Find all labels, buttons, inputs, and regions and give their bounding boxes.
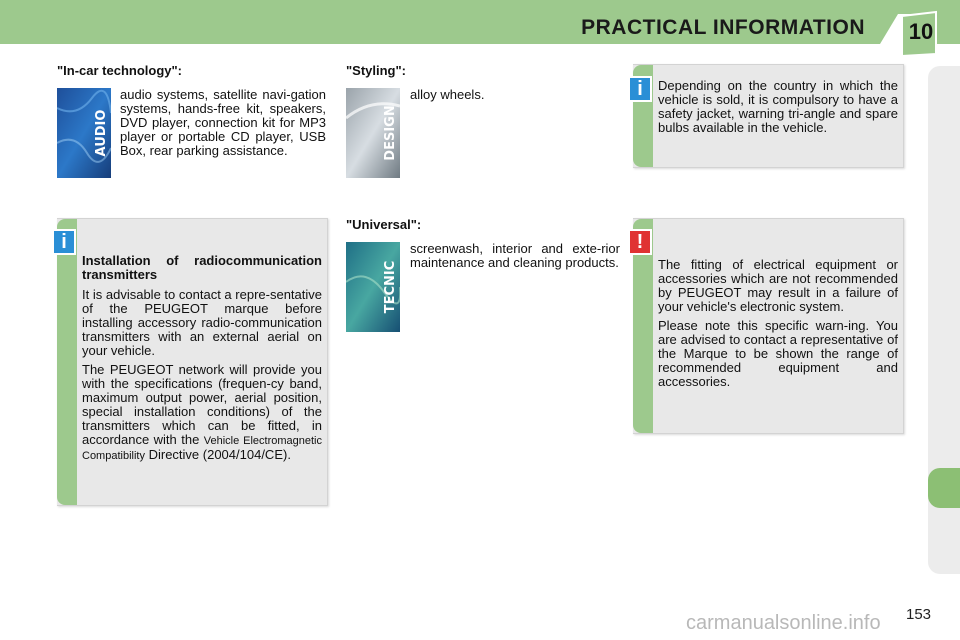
watermark: carmanualsonline.info — [686, 612, 881, 634]
page-title: PRACTICAL INFORMATION — [581, 16, 865, 39]
info-box-stripe — [57, 219, 77, 505]
chapter-number: 10 — [908, 19, 934, 44]
warning-paragraph-2: Please note this specific warn-ing. You are advised to contact a representative of the Marque to be shown the range of recommended equipment and accessories. — [658, 318, 898, 389]
country-info-text: Depending on the country in which the vehicle is sold, it is compulsory to have a safety jacket, warning tri-angle and spare bulbs available in the vehicle. — [658, 78, 898, 135]
radio-info-content — [82, 254, 322, 468]
in-car-text: audio systems, satellite navi-gation systems, hands-free kit, speakers, DVD player, connection kit for MP3 player or portable CD player, USB Box, rear parking assistance. — [120, 87, 326, 158]
radio-info-title: Installation of radiocommunication transmitters — [82, 253, 322, 282]
audio-thumbnail — [57, 88, 111, 178]
radio-info-paragraph-2b: Vehicle Electromagnetic Compatibility — [82, 435, 322, 462]
warning-content — [658, 258, 898, 394]
universal-heading: "Universal": — [346, 217, 422, 232]
design-thumbnail-label: DESIGN — [383, 105, 398, 161]
warning-paragraph-1: The fitting of electrical equipment or accessories which are not recommended by PEUGEOT may result in a failure of your vehicle's electronic system. — [658, 257, 898, 314]
universal-text: screenwash, interior and exte-rior maintenance and cleaning products. — [410, 241, 620, 270]
tecnic-thumbnail — [346, 242, 400, 332]
in-car-heading: "In-car technology": — [57, 63, 183, 78]
design-thumbnail — [346, 88, 400, 178]
radio-info-paragraph-2a: The PEUGEOT network will provide you with the specifications (frequen-cy band, maximum output power, aerial position, special installation conditions) of the transmitters which can be fitted, in accordance with the — [82, 362, 322, 447]
radio-info-paragraph-1: It is advisable to contact a repre-sentative of the PEUGEOT marque before installing accessory radio-communication transmitters with an external aerial on your vehicle. — [82, 287, 322, 358]
radio-info-paragraph-2 — [82, 363, 322, 463]
styling-heading: "Styling": — [346, 63, 406, 78]
info-icon: i — [52, 229, 76, 255]
audio-thumbnail-label: AUDIO — [94, 109, 109, 157]
tecnic-thumbnail-label: TECNIC — [383, 260, 398, 314]
warning-icon: ! — [628, 229, 652, 255]
page-number: 153 — [906, 606, 932, 623]
side-index-tab[interactable] — [928, 468, 960, 508]
styling-text: alloy wheels. — [410, 87, 485, 102]
info-icon: i — [628, 76, 652, 102]
radio-info-paragraph-2c: Directive (2004/104/CE). — [148, 447, 291, 462]
